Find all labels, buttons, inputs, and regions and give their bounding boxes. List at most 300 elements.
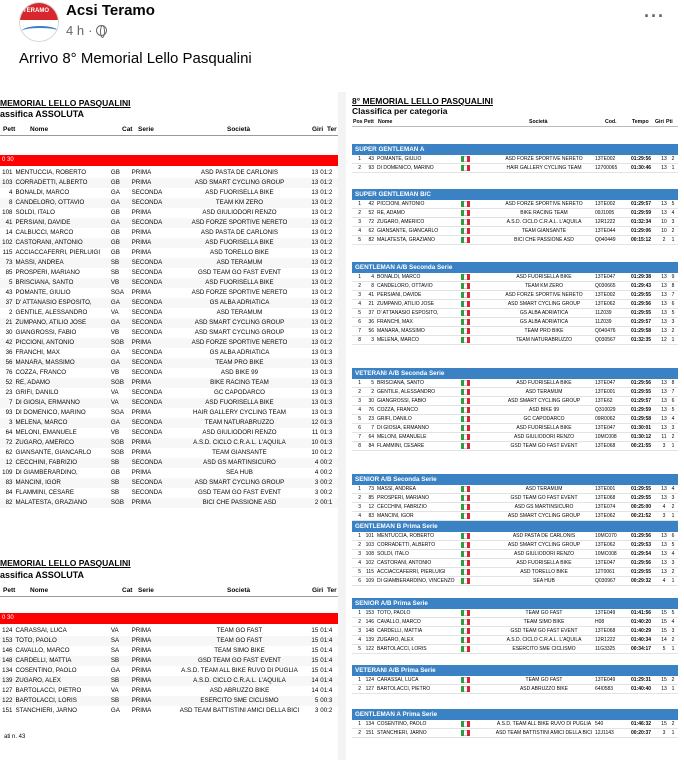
table-cell: SECONDA <box>131 269 163 276</box>
table-row <box>0 706 338 716</box>
table-cell <box>460 388 494 397</box>
table-cell: TEAM GIANSANTE <box>212 449 267 456</box>
table-cell: 01:4 <box>319 676 338 686</box>
table-cell: GIANSANTE, GIANCARLO <box>15 449 92 456</box>
table-cell: SECONDA <box>131 489 163 496</box>
table-cell: ASD BIKE 99 <box>494 406 594 415</box>
table-cell: SGB <box>110 498 131 508</box>
italy-flag-icon <box>461 619 470 625</box>
table-cell <box>460 494 494 503</box>
table-cell <box>460 218 494 227</box>
table-cell: 01:2 <box>319 258 338 268</box>
category-table <box>352 273 678 345</box>
results-sheet-right[interactable] <box>346 92 684 760</box>
table-cell: 01:3 <box>319 358 338 368</box>
table-cell: GA <box>110 298 131 308</box>
table-row <box>352 336 678 345</box>
table-cell: 2 <box>668 568 678 577</box>
table-row <box>352 729 678 738</box>
table-cell: 01:29:59 <box>630 406 660 415</box>
table-row <box>352 550 678 559</box>
table-cell: A.S.D. CICLO C.R.A.L. L'AQUILA <box>172 676 307 686</box>
results-sheet-left[interactable] <box>0 92 338 760</box>
table-cell: GSD TEAM GO FAST EVENT <box>172 656 307 666</box>
table-cell: SECONDA <box>131 298 172 308</box>
table-cell: 7 <box>668 291 678 300</box>
table-cell: PRIMA <box>131 667 152 674</box>
table-row <box>0 388 338 398</box>
table-cell: 62 <box>5 449 13 456</box>
table-cell: 10MC008 <box>594 433 630 442</box>
table-cell: 15 <box>661 721 667 727</box>
italy-flag-icon <box>461 156 470 162</box>
italy-flag-icon <box>461 380 470 386</box>
col-tempo: Ter <box>327 587 337 594</box>
table-row <box>352 291 678 300</box>
post-author[interactable]: Acsi Teramo <box>66 2 155 19</box>
table-cell: 13TE001 <box>594 388 630 397</box>
table-row <box>0 418 338 428</box>
table-cell: 01:29:56 <box>630 559 660 568</box>
table-cell: 1 <box>668 336 678 345</box>
table-cell: GB <box>110 249 120 256</box>
table-cell: CARASSAI, LUCA <box>15 627 67 634</box>
table-cell: ASD FUORISELLA BIKE <box>494 559 594 568</box>
table-row <box>352 218 678 227</box>
table-row <box>0 238 338 248</box>
italy-flag-icon <box>461 337 470 343</box>
table-cell <box>460 318 494 327</box>
table-cell: ASD GIULIODORI RENZO <box>202 209 277 216</box>
table-cell: 4 <box>668 415 678 424</box>
italy-flag-icon <box>461 486 470 492</box>
globe-icon[interactable] <box>96 25 107 36</box>
table-cell: SECONDA <box>131 329 163 336</box>
table-cell: 1 <box>352 155 362 164</box>
table-cell: 01:2 <box>319 218 338 228</box>
table-cell: FLAMMINI, CESARE <box>376 442 460 451</box>
table-cell: CANDELORO, OTTAVIO <box>376 282 460 291</box>
italy-flag-icon <box>461 677 470 683</box>
table-cell: 108 <box>362 550 376 559</box>
table-cell: ASD GIULIODORI RENZO <box>494 550 594 559</box>
post-images[interactable] <box>0 92 684 760</box>
table-cell: 13 <box>661 201 667 207</box>
table-cell: SECONDA <box>131 478 172 488</box>
table-cell: ASD TERAMUM <box>494 485 594 494</box>
table-cell: 13 <box>661 416 667 422</box>
table-cell: 01:2 <box>320 229 333 236</box>
table-cell: 6 <box>352 577 362 586</box>
table-cell: 109 <box>362 577 376 586</box>
post-time[interactable]: 4 h <box>66 23 85 38</box>
italy-flag-icon <box>461 434 470 440</box>
table-cell: 8 <box>0 198 15 208</box>
table-cell: 5 <box>0 278 15 288</box>
table-cell: 13 <box>311 409 319 416</box>
table-row <box>0 378 338 388</box>
table-cell: TEAM SIMO BIKE <box>214 647 265 654</box>
col-giri: Giri <box>655 119 664 125</box>
table-row <box>352 568 678 577</box>
table-cell: 09R0062 <box>594 415 630 424</box>
table-cell: 13 <box>311 249 319 256</box>
col-cod: Cod. <box>605 119 617 125</box>
category-header: SUPER GENTLEMAN B/C <box>352 189 678 200</box>
italy-flag-icon <box>461 165 470 171</box>
table-cell: 00:21:52 <box>630 512 660 521</box>
table-cell: 01:41:56 <box>630 609 660 618</box>
table-row <box>0 208 338 218</box>
table-cell: Q040449 <box>594 236 630 245</box>
table-cell <box>460 442 494 451</box>
category-block <box>352 709 678 738</box>
table-cell: 21 <box>0 318 15 328</box>
table-row <box>352 676 678 685</box>
table-cell: PROSPERI, MARIANO <box>15 269 80 276</box>
table-cell: ASD TERAMUM <box>494 388 594 397</box>
table-cell: 5 <box>668 609 678 618</box>
table-cell: 01:2 <box>320 449 333 456</box>
table-cell: VB <box>110 369 120 376</box>
table-cell <box>460 568 494 577</box>
table-cell: 01:2 <box>319 318 338 328</box>
table-cell: 8 <box>668 282 678 291</box>
table-cell: 52 <box>362 209 376 218</box>
table-cell: PRIMA <box>131 338 172 348</box>
col-nome: Nome <box>30 587 49 594</box>
table-cell: GA <box>110 667 120 674</box>
table-cell: CASTORANI, ANTONIO <box>376 559 460 568</box>
table-cell: 3 <box>307 478 319 488</box>
table-row <box>0 288 338 298</box>
table-cell: 00:2 <box>320 469 333 476</box>
table-cell: BRISCIANA, SANTO <box>376 379 460 388</box>
table-cell: 4 <box>352 512 362 521</box>
table-cell: 13TE049 <box>594 609 630 618</box>
table-cell: 127 <box>2 687 13 694</box>
table-cell: 13 <box>311 289 319 296</box>
table-cell: MASSI, ANDREA <box>15 258 110 268</box>
table-cell: COSENTINO, PAOLO <box>376 720 460 729</box>
table-cell: 01:29:56 <box>630 155 660 164</box>
table-cell: 13 <box>307 218 319 228</box>
table-cell <box>460 227 494 236</box>
table-cell: 01:4 <box>320 647 333 654</box>
table-cell: PRIMA <box>131 169 152 176</box>
table-cell: SECONDA <box>131 218 172 228</box>
table-cell: 3 <box>0 418 15 428</box>
table-row <box>352 164 678 173</box>
table-cell: FRANCHI, MAX <box>15 349 60 356</box>
table-cell: COSENTINO, PAOLO <box>15 667 77 674</box>
table-row <box>0 258 338 268</box>
italy-flag-icon <box>461 219 470 225</box>
table-cell: CAVALLO, MARCO <box>376 618 460 627</box>
table-cell: 4 <box>352 300 362 309</box>
table-cell: 146 <box>2 647 13 654</box>
table-cell: SECONDA <box>131 429 163 436</box>
table-cell: 84 <box>5 489 13 496</box>
italy-flag-icon <box>461 637 470 643</box>
table-cell: 64 <box>362 433 376 442</box>
col-serie: Serie <box>138 587 154 594</box>
table-cell: D' ATTANASIO ESPOSITO, <box>15 298 110 308</box>
table-cell: ASD SMART CYCLING GROUP <box>172 178 307 188</box>
table-cell: 42 <box>0 338 15 348</box>
results-table-1 <box>0 168 338 508</box>
table-cell: 103 <box>0 178 15 188</box>
table-cell: A.S.D. CICLO C.R.A.L. L'AQUILA <box>172 438 307 448</box>
table-cell <box>460 729 494 738</box>
table-cell: GIANSANTE, GIANCARLO <box>376 227 460 236</box>
table-cell: 13 <box>311 209 319 216</box>
avatar[interactable] <box>19 2 59 42</box>
category-block <box>352 474 678 521</box>
table-cell: 134 <box>2 667 13 674</box>
table-cell: SECONDA <box>131 458 172 468</box>
table-cell: 12 <box>661 337 667 343</box>
table-cell: CECCHINI, FABRIZIO <box>15 458 110 468</box>
table-cell: 3 <box>660 442 668 451</box>
table-cell: 146 <box>362 618 376 627</box>
table-row <box>0 626 338 636</box>
table-cell: PRIMA <box>131 178 172 188</box>
table-cell: 30 <box>362 397 376 406</box>
table-cell: 14 <box>307 676 319 686</box>
table-cell: 13 <box>307 398 319 408</box>
table-cell: PRIMA <box>131 249 152 256</box>
table-cell: TEAM SIMO BIKE <box>494 618 594 627</box>
table-cell: 6 <box>352 318 362 327</box>
table-cell: VA <box>110 389 119 396</box>
table-cell: 4 <box>668 550 678 559</box>
table-cell: CANDELORO, OTTAVIO <box>15 198 110 208</box>
table-cell: 00:1 <box>319 498 338 508</box>
table-cell: 5 <box>362 379 376 388</box>
more-options-icon[interactable]: ··· <box>644 6 665 26</box>
table-cell: 83 <box>362 512 376 521</box>
table-cell: 13TE068 <box>594 494 630 503</box>
table-cell: 01:29:56 <box>630 532 660 541</box>
footnote: ati n. 43 <box>4 734 26 740</box>
table-cell: GC CAPODARCO <box>214 389 265 396</box>
table-cell: RE, ADAMO <box>376 209 460 218</box>
table-cell: A.S.D. TEAM ALL BIKE RUVO DI PUGLIA <box>494 720 594 729</box>
table-cell: 115 <box>362 568 376 577</box>
table-cell: PERSIANI, DAVIDE <box>15 218 110 228</box>
category-table <box>352 155 678 173</box>
category-header: SUPER GENTLEMAN A <box>352 144 678 155</box>
table-row <box>352 200 678 209</box>
table-cell: MELONI, EMANUELE <box>376 433 460 442</box>
table-cell: 13TE068 <box>594 442 630 451</box>
table-cell: 2 <box>9 309 13 316</box>
table-cell: ASD FORZE SPORTIVE NERETO <box>172 338 307 348</box>
table-cell: ASD PASTA DE CARLONIS <box>200 229 279 236</box>
table-cell: 122 <box>362 645 376 654</box>
table-cell: PRIMA <box>131 498 172 508</box>
table-cell: ASD TORELLO BIKE <box>210 249 269 256</box>
table-cell: 01:3 <box>320 389 333 396</box>
category-table <box>352 609 678 654</box>
table-cell: 4 <box>660 503 668 512</box>
italy-flag-icon <box>461 237 470 243</box>
table-cell: 13TE068 <box>594 627 630 636</box>
table-cell: 13 <box>661 380 667 386</box>
sheet-title-2: MEMORIAL LELLO PASQUALINI <box>0 558 131 568</box>
table-cell: ASD TERAMUM <box>172 258 307 268</box>
category-header: SENIOR A/B Seconda Serie <box>352 474 678 485</box>
table-cell: 2 <box>660 236 668 245</box>
table-cell: ASD ABRUZZO BIKE <box>494 685 594 694</box>
table-cell: ASD FUORISELLA BIKE <box>494 273 594 282</box>
table-cell: SECONDA <box>131 309 163 316</box>
table-cell: 4 <box>660 577 668 586</box>
table-cell: MANCINI, IGOR <box>15 478 110 488</box>
table-cell: 12 <box>362 503 376 512</box>
table-cell: 73 <box>362 485 376 494</box>
table-cell: FRANCHI, MAX <box>376 318 460 327</box>
table-cell: 2 <box>307 498 319 508</box>
italy-flag-icon <box>461 646 470 652</box>
table-cell: 7 <box>352 433 362 442</box>
col-nome: Nome <box>30 126 49 133</box>
table-cell: 3 <box>352 627 362 636</box>
table-cell: 13 <box>661 486 667 492</box>
table-cell: MELENA, MARCO <box>15 418 110 428</box>
table-cell: RE, ADAMO <box>15 378 110 388</box>
table-cell: ZUMPANO, ATILIO JOSE <box>376 300 460 309</box>
table-cell <box>460 415 494 424</box>
table-row <box>352 415 678 424</box>
table-cell: 01:2 <box>320 289 333 296</box>
table-cell: 13 <box>661 274 667 280</box>
results-table-2 <box>0 626 338 716</box>
table-cell: 12700065 <box>594 164 630 173</box>
table-row <box>0 198 338 208</box>
table-cell: 124 <box>362 676 376 685</box>
table-row <box>352 309 678 318</box>
table-cell: 10MC070 <box>594 532 630 541</box>
table-row <box>352 685 678 694</box>
table-cell: VA <box>110 309 119 316</box>
table-cell <box>460 627 494 636</box>
table-cell: 13 <box>307 358 319 368</box>
table-cell: 83 <box>0 478 15 488</box>
table-cell: CARDELLI, MATTIA <box>376 627 460 636</box>
table-cell: ASD FORZE SPORTIVE NERETO <box>191 289 288 296</box>
table-cell: ASD SMART CYCLING GROUP <box>494 541 594 550</box>
table-cell: 01:4 <box>320 687 333 694</box>
table-cell: 15 <box>307 636 319 646</box>
table-cell <box>460 559 494 568</box>
table-cell: GSD TEAM GO FAST EVENT <box>494 627 594 636</box>
table-cell: 10 <box>661 228 667 234</box>
italy-flag-icon <box>461 425 470 431</box>
table-cell: 01:29:59 <box>630 209 660 218</box>
italy-flag-icon <box>461 407 470 413</box>
table-cell: GB <box>110 469 120 476</box>
table-cell: ASD FUORISELLA BIKE <box>494 379 594 388</box>
table-cell: TEAM PRO BIKE <box>172 358 307 368</box>
table-cell: GA <box>110 358 131 368</box>
table-row <box>0 498 338 508</box>
table-cell: 3 <box>352 503 362 512</box>
table-cell: SB <box>110 458 131 468</box>
table-cell: 13TE002 <box>594 155 630 164</box>
table-cell: ASD SMART CYCLING GROUP <box>172 318 307 328</box>
table-cell: 84 <box>362 442 376 451</box>
table-cell <box>460 327 494 336</box>
table-cell: VA <box>110 627 119 634</box>
table-cell: 01:2 <box>320 249 333 256</box>
table-cell: 01:2 <box>319 238 338 248</box>
table-cell: GA <box>110 198 131 208</box>
table-cell: 5 <box>352 568 362 577</box>
table-cell: ASD TERAMUM <box>216 309 263 316</box>
table-cell: 5 <box>307 696 319 706</box>
table-row <box>352 485 678 494</box>
table-cell: 13 <box>661 292 667 298</box>
table-cell: 13 <box>661 398 667 404</box>
table-cell: 37 <box>0 298 15 308</box>
italy-flag-icon <box>461 310 470 316</box>
table-cell <box>460 645 494 654</box>
table-cell: 3 <box>668 424 678 433</box>
table-cell: 101 <box>362 532 376 541</box>
table-cell: 13TE047 <box>594 379 630 388</box>
table-cell: GC CAPODARCO <box>494 415 594 424</box>
table-cell: CAVALLO, MARCO <box>15 647 70 654</box>
table-cell: ASD SMART CYCLING GROUP <box>194 329 285 336</box>
italy-flag-icon <box>461 730 470 736</box>
table-cell: 09J1005 <box>594 209 630 218</box>
table-row <box>0 428 338 438</box>
table-cell: 01:29:43 <box>630 282 660 291</box>
table-cell <box>460 433 494 442</box>
italy-flag-icon <box>461 228 470 234</box>
table-cell: 01:3 <box>319 438 338 448</box>
table-row <box>0 478 338 488</box>
table-cell: 01:3 <box>319 418 338 428</box>
table-cell: GS ALBA ADRIATICA <box>494 309 594 318</box>
italy-flag-icon <box>461 504 470 510</box>
table-cell: SB <box>110 258 131 268</box>
table-cell: ESERCITO SME CICLISMO <box>494 645 594 654</box>
table-cell: DI GIAMBERARDINO, <box>15 469 78 476</box>
table-cell: GIANGROSSI, FABIO <box>15 329 77 336</box>
col-societa: Società <box>227 126 251 133</box>
table-cell: 13 <box>661 301 667 307</box>
table-cell: ZUGARO, ALEX <box>15 676 110 686</box>
table-cell: 93 <box>362 164 376 173</box>
table-cell: 109 <box>2 469 13 476</box>
table-cell: TEAM KM ZERO <box>172 198 307 208</box>
table-cell: 13TE044 <box>594 227 630 236</box>
table-cell: SOLDI, ITALO <box>376 550 460 559</box>
table-cell: ASD TEAM BATTISTINI AMICI DELLA BICI <box>495 730 593 736</box>
table-cell: 41 <box>362 291 376 300</box>
italy-flag-icon <box>461 274 470 280</box>
table-cell: 01:3 <box>320 369 333 376</box>
table-cell: 01:30:01 <box>630 424 660 433</box>
table-cell <box>460 397 494 406</box>
table-cell: 13TE62 <box>594 397 630 406</box>
table-cell: 3 <box>362 336 376 345</box>
table-cell: 5 <box>352 645 362 654</box>
table-cell: 12 <box>0 458 15 468</box>
